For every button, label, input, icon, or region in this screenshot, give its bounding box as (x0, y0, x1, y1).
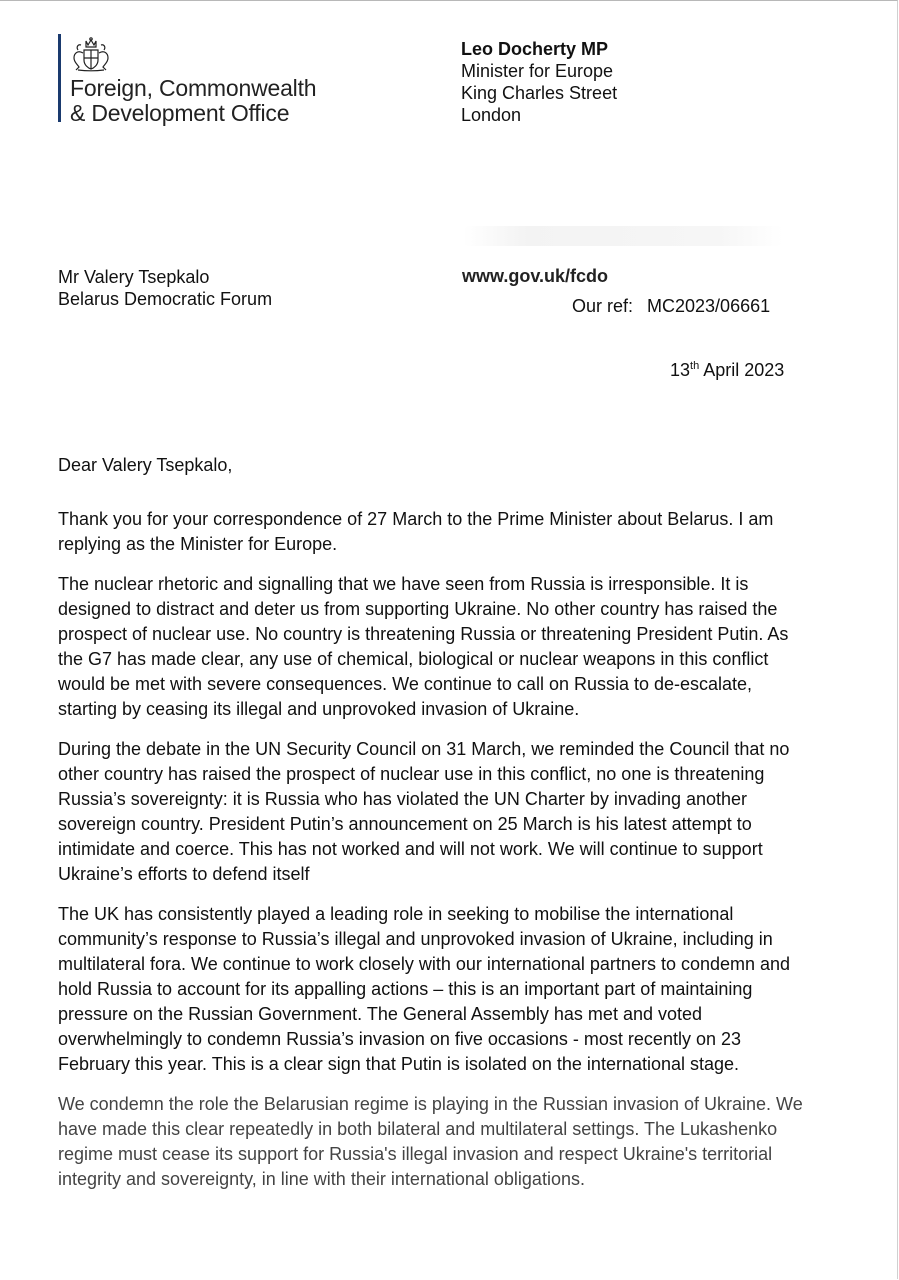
redacted-email (463, 226, 783, 246)
date-rest: April 2023 (699, 360, 785, 380)
date-day: 13 (670, 360, 691, 380)
date-suffix: th (690, 360, 700, 372)
paragraph-4: The UK has consistently played a leading role in seeking to mobilise the international community’s response to Russia’s illegal and unprovoked invasion of Ukraine, including in multilateral fora. We continue to work closely with our international partners to condemn and hold Russia to account for its appalling actions – this is an important part of maintaining pressure on the Russian Government. The General Assembly has met and voted overwhelmingly to condemn Russia’s invasion on five occasions - most recently on 23 February this year. This is a clear sign that Putin is isolated on the international stage. (58, 904, 791, 1074)
recipient-name: Mr Valery Tsepkalo (58, 267, 210, 287)
paragraph-3: During the debate in the UN Security Council on 31 March, we reminded the Council that no other country has raised the prospect of nuclear use in this conflict, no one is threatening Russia’s sovereignty: it is Russia who has violated the UN Charter by invading another sovereign country. President Putin’s announcement on 25 March is his latest attempt to intimidate and coerce. This has not worked and will not work. We will continue to support Ukraine’s efforts to defend itself (58, 739, 790, 884)
paragraph-1: Thank you for your correspondence of 27 March to the Prime Minister about Belarus. I am replying as the Minister for Europe. (58, 509, 774, 554)
reference (572, 296, 770, 317)
recipient-organisation: Belarus Democratic Forum (58, 289, 273, 309)
department-name-line1: Foreign, Commonwealth (70, 75, 317, 101)
logo-bar (58, 34, 61, 122)
sender-city: London (461, 105, 522, 122)
website-link[interactable]: www.gov.uk/fcdo (462, 266, 609, 286)
reference-value: MC2023/06661 (647, 296, 771, 316)
reference-label: Our ref: (572, 296, 634, 316)
sender-name: Leo Docherty MP (461, 39, 609, 59)
sender-block (461, 38, 617, 122)
letter-date (670, 360, 784, 381)
salutation: Dear Valery Tsepkalo, (58, 455, 233, 475)
paragraph-5: We condemn the role the Belarusian regime is playing in the Russian invasion of Ukraine. We have made this clear repeatedly in both bilateral and multilateral settings. The Lukashenko regime must cease its support for Russia's illegal invasion and respect Ukraine's territorial integrity and sovereignty, in line with their international obligations. (58, 1094, 803, 1189)
royal-crest-icon (70, 36, 112, 72)
letter-body (58, 507, 810, 1207)
sender-title: Minister for Europe (461, 61, 614, 81)
sender-street: King Charles Street (461, 83, 618, 103)
paragraph-2: The nuclear rhetoric and signalling that we have seen from Russia is irresponsible. It is designed to distract and deter us from supporting Ukraine. No other country has raised the prospect of nuclear use. No country is threatening Russia or threatening President Putin. As the G7 has made clear, any use of chemical, biological or nuclear weapons in this conflict would be met with severe consequences. We continue to call on Russia to de-escalate, starting by ceasing its illegal and unprovoked invasion of Ukraine. (58, 574, 789, 719)
department-name (70, 76, 316, 126)
recipient-block (58, 266, 272, 310)
department-name-line2: & Development Office (70, 100, 290, 126)
